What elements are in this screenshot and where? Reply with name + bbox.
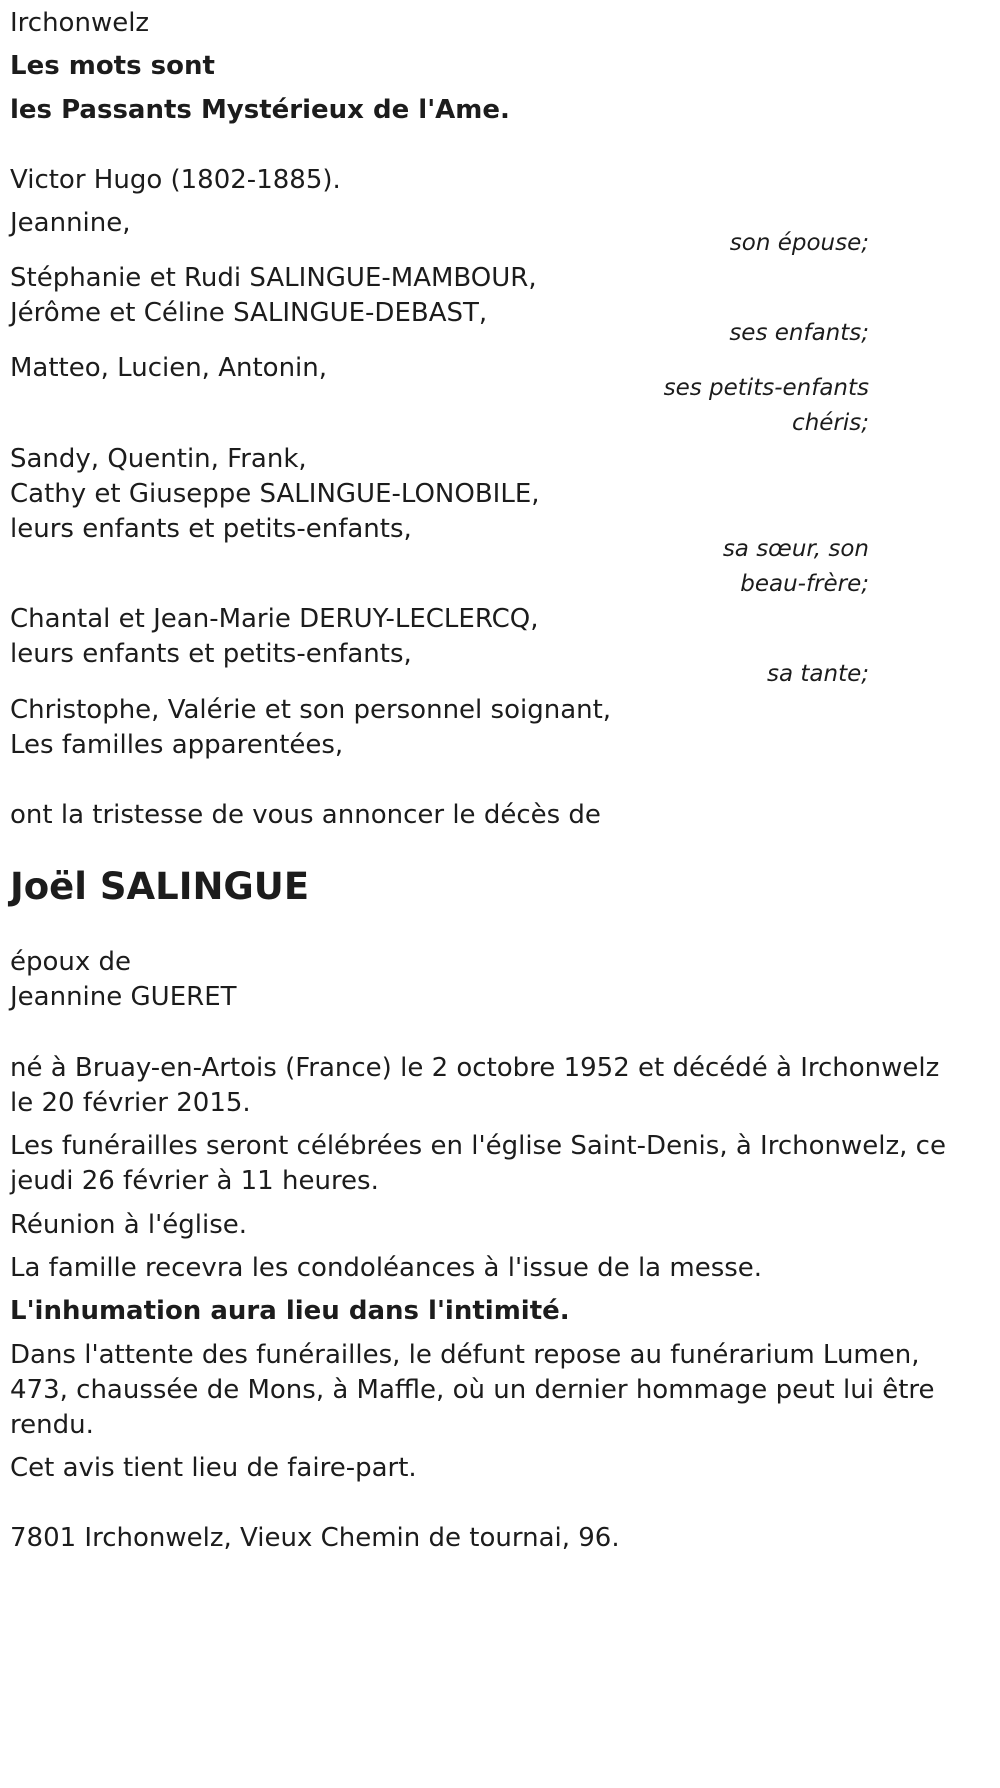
relation-label: sa sœur, son	[722, 536, 869, 562]
family-name-line: Christophe, Valérie et son personnel soignant,	[10, 695, 612, 725]
family-name-line: Sandy, Quentin, Frank,	[10, 444, 307, 474]
family-name-line: Cathy et Giuseppe SALINGUE-LONOBILE,	[10, 479, 540, 509]
spouse-intro: époux de	[10, 947, 132, 977]
birth-death-line: né à Bruay-en-Artois (France) le 2 octobre 1952 et décédé à Irchonwelz	[10, 1053, 940, 1083]
relation-label: ses petits-enfants	[663, 375, 869, 401]
relation-label: ses enfants;	[729, 320, 869, 346]
rest-line: Dans l'attente des funérailles, le défunt repose au funérarium Lumen,	[10, 1340, 920, 1370]
notice-line: Cet avis tient lieu de faire-part.	[10, 1453, 417, 1483]
funeral-line: Les funérailles seront célébrées en l'église Saint-Denis, à Irchonwelz, ce	[10, 1131, 946, 1161]
family-name-line: leurs enfants et petits-enfants,	[10, 639, 412, 669]
quote-line: les Passants Mystérieux de l'Ame.	[10, 95, 510, 125]
relation-label: beau-frère;	[740, 571, 869, 597]
announcement: ont la tristesse de vous annoncer le décès de	[10, 800, 601, 830]
rest-line: rendu.	[10, 1410, 94, 1440]
rest-line: 473, chaussée de Mons, à Maffle, où un dernier hommage peut lui être	[10, 1375, 935, 1405]
relation-label: sa tante;	[767, 661, 869, 687]
burial-line: L'inhumation aura lieu dans l'intimité.	[10, 1296, 570, 1326]
meeting-line: Réunion à l'église.	[10, 1210, 248, 1240]
birth-death-line: le 20 février 2015.	[10, 1088, 251, 1118]
deceased-name: Joël SALINGUE	[10, 865, 310, 908]
spouse-name: Jeannine GUERET	[10, 982, 237, 1012]
family-name-line: Jérôme et Céline SALINGUE-DEBAST,	[10, 298, 488, 328]
relation-label: son épouse;	[729, 230, 869, 256]
quote-author: Victor Hugo (1802-1885).	[10, 165, 341, 195]
family-name-line: Les familles apparentées,	[10, 730, 344, 760]
quote-line: Les mots sont	[10, 51, 215, 81]
city-heading: Irchonwelz	[10, 8, 150, 38]
address-line: 7801 Irchonwelz, Vieux Chemin de tournai, 96.	[10, 1523, 620, 1553]
funeral-line: jeudi 26 février à 11 heures.	[10, 1166, 379, 1196]
family-name-line: Jeannine,	[10, 208, 131, 238]
condolences-line: La famille recevra les condoléances à l'issue de la messe.	[10, 1253, 763, 1283]
family-name-line: leurs enfants et petits-enfants,	[10, 514, 412, 544]
relation-label: chéris;	[792, 410, 869, 436]
family-name-line: Stéphanie et Rudi SALINGUE-MAMBOUR,	[10, 263, 537, 293]
family-name-line: Matteo, Lucien, Antonin,	[10, 353, 328, 383]
family-name-line: Chantal et Jean-Marie DERUY-LECLERCQ,	[10, 604, 539, 634]
